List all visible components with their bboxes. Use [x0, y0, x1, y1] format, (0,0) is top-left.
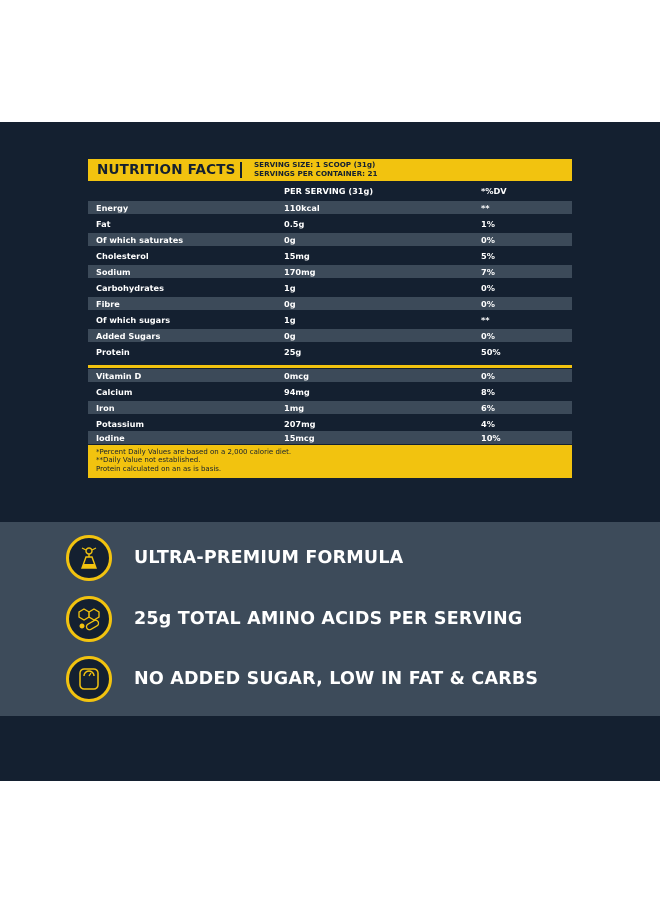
- nutrient-amount: 25g: [284, 346, 302, 357]
- feature-label: ULTRA-PREMIUM FORMULA: [134, 548, 404, 568]
- column-header-per-serving: PER SERVING (31g): [284, 185, 374, 196]
- nutrient-dv: **: [481, 202, 490, 213]
- table-row: [88, 217, 572, 230]
- column-header-row: [88, 183, 572, 198]
- nutrient-dv: 0%: [481, 330, 495, 341]
- nutrient-dv: 0%: [481, 370, 495, 381]
- nutrient-dv: 6%: [481, 402, 495, 413]
- nutrient-name: Vitamin D: [96, 370, 142, 381]
- nutrient-dv: **: [481, 314, 490, 325]
- nutrient-dv: 7%: [481, 266, 495, 277]
- features-band: [0, 522, 660, 716]
- nutrition-facts-table: [88, 159, 572, 478]
- nutrient-name: Added Sugars: [96, 330, 161, 341]
- scale-icon: [66, 656, 112, 702]
- nutrient-dv: 0%: [481, 282, 495, 293]
- nutrient-name: Of which saturates: [96, 234, 184, 245]
- nutrition-title: NUTRITION FACTS: [97, 162, 236, 178]
- feature-label: NO ADDED SUGAR, LOW IN FAT & CARBS: [134, 669, 539, 689]
- footnote: *Percent Daily Values are based on a 2,000 calorie diet.: [96, 448, 292, 456]
- feature-item: [0, 656, 660, 712]
- flask-molecule-icon: [66, 535, 112, 581]
- table-row: [88, 297, 572, 310]
- nutrition-header: [88, 159, 572, 181]
- nutrient-dv: 4%: [481, 418, 495, 429]
- table-row: [88, 201, 572, 214]
- nutrient-amount: 15mg: [284, 250, 310, 261]
- nutrient-name: Protein: [96, 346, 130, 357]
- nutrient-dv: 5%: [481, 250, 495, 261]
- nutrient-name: Cholesterol: [96, 250, 149, 261]
- nutrient-name: Energy: [96, 202, 129, 213]
- nutrient-name: Of which sugars: [96, 314, 171, 325]
- header-divider: [240, 162, 242, 178]
- nutrient-dv: 0%: [481, 234, 495, 245]
- column-header-dv: *%DV: [481, 185, 507, 196]
- feature-item: [0, 535, 660, 591]
- nutrient-name: Iron: [96, 402, 115, 413]
- nutrient-amount: 0g: [284, 330, 296, 341]
- nutrient-name: Sodium: [96, 266, 131, 277]
- nutrient-amount: 0g: [284, 234, 296, 245]
- table-row: [88, 345, 572, 358]
- nutrient-dv: 0%: [481, 298, 495, 309]
- nutrient-name: Fat: [96, 218, 111, 229]
- table-row: [88, 313, 572, 326]
- nutrient-dv: 1%: [481, 218, 495, 229]
- table-row: [88, 329, 572, 342]
- nutrient-amount: 15mcg: [284, 432, 315, 443]
- nutrient-amount: 0g: [284, 298, 296, 309]
- serving-size: SERVING SIZE: 1 SCOOP (31g): [254, 160, 376, 169]
- nutrient-amount: 207mg: [284, 418, 316, 429]
- nutrient-name: Iodine: [96, 432, 125, 443]
- table-row: [88, 233, 572, 246]
- table-row: [88, 369, 572, 382]
- table-row: [88, 431, 572, 444]
- nutrient-amount: 0mcg: [284, 370, 309, 381]
- footnotes-box: [88, 445, 572, 478]
- nutrient-amount: 1g: [284, 282, 296, 293]
- molecule-capsule-icon: [66, 596, 112, 642]
- feature-label: 25g TOTAL AMINO ACIDS PER SERVING: [134, 609, 523, 629]
- nutrient-dv: 8%: [481, 386, 495, 397]
- nutrient-amount: 1g: [284, 314, 296, 325]
- table-row: [88, 401, 572, 414]
- table-row: [88, 265, 572, 278]
- nutrient-dv: 10%: [481, 432, 501, 443]
- nutrient-amount: 1mg: [284, 402, 305, 413]
- table-row: [88, 281, 572, 294]
- nutrient-amount: 0.5g: [284, 218, 305, 229]
- product-panel: [0, 122, 660, 781]
- table-row: [88, 417, 572, 430]
- nutrient-name: Fibre: [96, 298, 120, 309]
- serving-info: [254, 161, 378, 179]
- table-row: [88, 385, 572, 398]
- nutrient-name: Calcium: [96, 386, 133, 397]
- nutrient-amount: 94mg: [284, 386, 310, 397]
- servings-per-container: SERVINGS PER CONTAINER: 21: [254, 168, 378, 178]
- nutrient-amount: 170mg: [284, 266, 316, 277]
- footnote: **Daily Value not established.: [96, 456, 201, 465]
- nutrient-name: Potassium: [96, 418, 144, 429]
- footnote: Protein calculated on an as is basis.: [96, 464, 222, 473]
- nutrient-dv: 50%: [481, 346, 501, 357]
- section-divider: [88, 365, 572, 368]
- nutrient-amount: 110kcal: [284, 202, 320, 213]
- nutrient-name: Carbohydrates: [96, 282, 164, 293]
- table-row: [88, 249, 572, 262]
- feature-item: [0, 596, 660, 652]
